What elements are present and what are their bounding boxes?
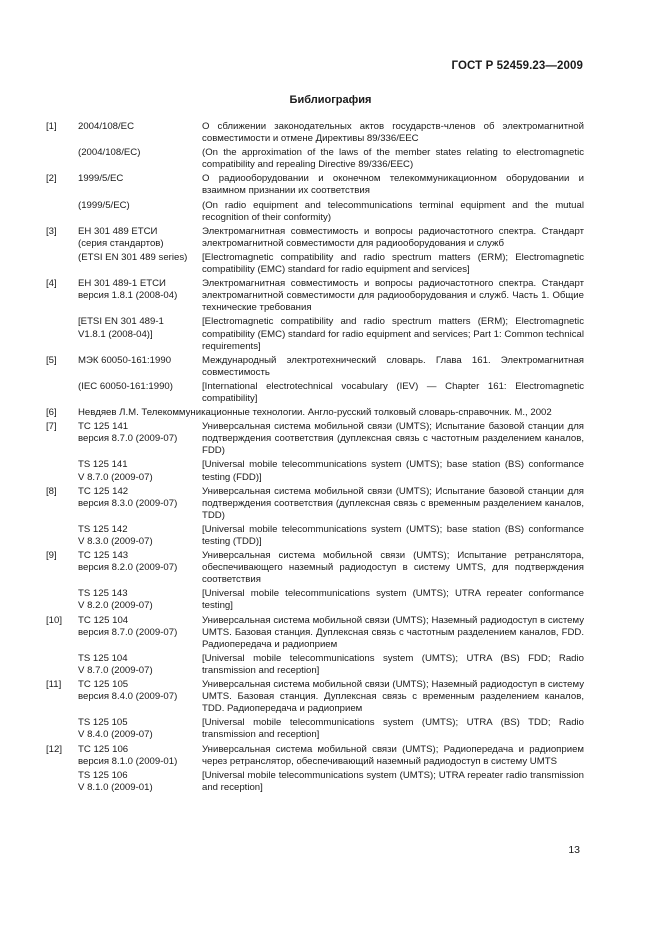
entry-description: [Universal mobile telecommunications system (UMTS); UTRA (BS) TDD; Radio transmission and reception] — [202, 717, 584, 741]
entry-number — [46, 717, 78, 741]
entry-document-code: TS 125 142 V 8.3.0 (2009-07) — [78, 523, 153, 547]
entry-description: [International electrotechnical vocabulary (IEV) — Chapter 161: Electromagnetic compatibility] — [202, 380, 584, 404]
entry-description: [Electromagnetic compatibility and radio spectrum matters (ERM); Electromagnetic compatibility (EMC) standard for radio equipment and services; Part 1: Common technical requirements] — [202, 316, 584, 352]
bibliography-entry — [46, 550, 584, 586]
entry-number: [7] — [46, 421, 57, 433]
entry-document-code: [ETSI EN 301 489-1 V1.8.1 (2008-04)] — [78, 316, 164, 340]
entry-number: [10] — [46, 614, 63, 626]
entry-description: [Electromagnetic compatibility and radio spectrum matters (ERM); Electromagnetic compatibility (EMC) standard for radio equipment and services] — [202, 251, 584, 276]
entry-number — [46, 770, 78, 794]
entry-number: [8] — [46, 485, 57, 497]
entry-number — [46, 200, 78, 224]
bibliography-entry — [46, 407, 584, 419]
bibliography-entry — [46, 278, 584, 314]
entry-document-code: ТС 125 141 версия 8.7.0 (2009-07) — [78, 421, 178, 445]
entry-number — [46, 524, 78, 548]
entry-document-code: TS 125 105 V 8.4.0 (2009-07) — [78, 717, 153, 741]
entry-description: О сближении законодательных актов государств-членов об электромагнитной совместимости и отмене Директивы 89/336/ЕЕС — [202, 121, 584, 145]
bibliography-entry — [46, 200, 584, 224]
bibliography-entry — [46, 226, 584, 250]
entry-number: [11] — [46, 679, 62, 691]
entry-document-code: TS 125 143 V 8.2.0 (2009-07) — [78, 588, 153, 612]
entry-document-code: ЕН 301 489-1 ЕТСИ версия 1.8.1 (2008-04) — [78, 278, 178, 302]
bibliography-entry — [46, 588, 584, 612]
entry-document-code: TS 125 141 V 8.7.0 (2009-07) — [78, 459, 153, 483]
entry-description: Универсальная система мобильной связи (UMTS); Радиопередача и радиоприем через ретранслятор, обеспечивающий наземный радиодоступ в систему UMTS — [202, 743, 584, 767]
entry-document-code: TS 125 104 V 8.7.0 (2009-07) — [78, 652, 153, 676]
entry-document-code: 2004/108/ЕС — [78, 121, 135, 132]
bibliography-entry — [46, 355, 584, 379]
entry-document-code: ТС 125 106 версия 8.1.0 (2009-01) — [78, 743, 178, 767]
entry-description: [Universal mobile telecommunications system (UMTS); UTRA repeater radio transmission and reception] — [202, 769, 584, 793]
bibliography-entry — [46, 421, 584, 457]
entry-number: [9] — [46, 550, 57, 562]
bibliography-entry — [46, 381, 584, 405]
bibliography-entry — [46, 486, 584, 522]
entry-number: [1] — [46, 121, 57, 132]
bibliography-entry — [46, 615, 584, 651]
entry-number: [2] — [46, 173, 57, 185]
entry-document-code: ТС 125 105 версия 8.4.0 (2009-07) — [78, 679, 178, 703]
entry-description: Универсальная система мобильной связи (UMTS); Испытание базовой станции для подтверждения соответствия (дуплексная связь с частотным разделением каналов, FDD) — [202, 421, 584, 457]
entry-description: Электромагнитная совместимость и вопросы радиочастотного спектра. Стандарт электромагнитной совместимости для радиооборудования и служб — [202, 225, 584, 249]
entry-document-code: (1999/5/EC) — [78, 199, 130, 211]
entry-description: [Universal mobile telecommunications system (UMTS); UTRA (BS) FDD; Radio transmission and reception] — [202, 652, 584, 676]
page-number: 13 — [568, 844, 580, 856]
bibliography-entry — [46, 744, 584, 768]
entry-description: Невдяев Л.М. Телекоммуникационные технологии. Англо-русский толковый словарь-справочник. М., 2002 — [78, 407, 552, 419]
entry-number — [46, 381, 78, 405]
entry-number — [46, 147, 78, 171]
entry-description: Универсальная система мобильной связи (UMTS); Испытание базовой станции для подтверждения соответствия (дуплексная связь с временным разделением каналов, TDD) — [202, 485, 584, 521]
bibliography-entry — [46, 524, 584, 548]
entry-number — [46, 459, 78, 483]
entry-description: [Universal mobile telecommunications system (UMTS); UTRA repeater conformance testing] — [202, 588, 584, 612]
entry-number — [46, 252, 78, 276]
entry-description: [Universal mobile telecommunications system (UMTS); base station (BS) conformance testing (TDD)] — [202, 523, 584, 547]
entry-document-code: ЕН 301 489 ЕТСИ (серия стандартов) — [78, 225, 164, 249]
entry-number — [46, 653, 78, 677]
entry-number: [4] — [46, 278, 57, 290]
bibliography-entry — [46, 653, 584, 677]
entry-document-code: (2004/108/EC) — [78, 147, 141, 159]
entry-description: Универсальная система мобильной связи (UMTS); Наземный радиодоступ в систему UMTS. Базовая станция. Дуплексная связь с частотным разделением каналов, FDD. Радиопередача и радиоприем — [202, 614, 584, 650]
entry-document-code: 1999/5/ЕС — [78, 173, 124, 185]
bibliography-entry — [46, 252, 584, 276]
bibliography-entry — [46, 770, 584, 794]
document-standard-header: ГОСТ Р 52459.23—2009 — [451, 60, 583, 72]
bibliography-entry — [46, 717, 584, 741]
entry-number — [46, 316, 78, 352]
entry-document-code: ТС 125 104 версия 8.7.0 (2009-07) — [78, 614, 178, 638]
entry-document-code: (ETSI EN 301 489 series) — [78, 251, 188, 263]
entry-document-code: ТС 125 142 версия 8.3.0 (2009-07) — [78, 485, 178, 509]
bibliography-entry — [46, 121, 584, 145]
entry-number: [5] — [46, 354, 57, 366]
entry-number — [46, 588, 78, 612]
entry-description: Универсальная система мобильной связи (UMTS); Наземный радиодоступ в систему UMTS. Базовая станция. Дуплексная связь с временным разделением каналов, TDD. Радиопередача и радиоприем — [202, 679, 584, 715]
entry-description: Электромагнитная совместимость и вопросы радиочастотного спектра. Стандарт электромагнитной совместимости для радиооборудования и служб. Часть 1. Общие технические требования — [202, 278, 584, 314]
entry-document-code: ТС 125 143 версия 8.2.0 (2009-07) — [78, 550, 178, 574]
bibliography-entry — [46, 316, 584, 352]
entry-number: [3] — [46, 225, 57, 237]
bibliography-list — [46, 121, 584, 796]
bibliography-entry — [46, 459, 584, 483]
bibliography-entry — [46, 147, 584, 171]
entry-document-code: TS 125 106 V 8.1.0 (2009-01) — [78, 769, 153, 793]
entry-description: (On the approximation of the laws of the member states relating to electromagnetic compatibility and repealing Directive 89/336/EEC) — [202, 147, 584, 171]
bibliography-entry — [46, 173, 584, 197]
entry-document-code: МЭК 60050-161:1990 — [78, 354, 172, 366]
entry-description: Универсальная система мобильной связи (UMTS); Испытание ретранслятора, обеспечивающего наземный радиодоступ в систему UMTS, для подтверждения соответствия — [202, 550, 584, 586]
bibliography-entry — [46, 679, 584, 715]
entry-number: [6] — [46, 407, 57, 419]
entry-description: О радиооборудовании и оконечном телекоммуникационном оборудовании и взаимном признании их соответствия — [202, 173, 584, 197]
entry-description: [Universal mobile telecommunications system (UMTS); base station (BS) conformance testing (FDD)] — [202, 459, 584, 483]
bibliography-title: Библиография — [289, 94, 372, 106]
entry-document-code: (IEC 60050-161:1990) — [78, 380, 173, 392]
entry-description: Международный электротехнический словарь. Глава 161. Электромагнитная совместимость — [202, 354, 584, 378]
entry-number: [12] — [46, 743, 63, 755]
entry-description: (On radio equipment and telecommunications terminal equipment and the mutual recognition of their conformity) — [202, 199, 584, 223]
